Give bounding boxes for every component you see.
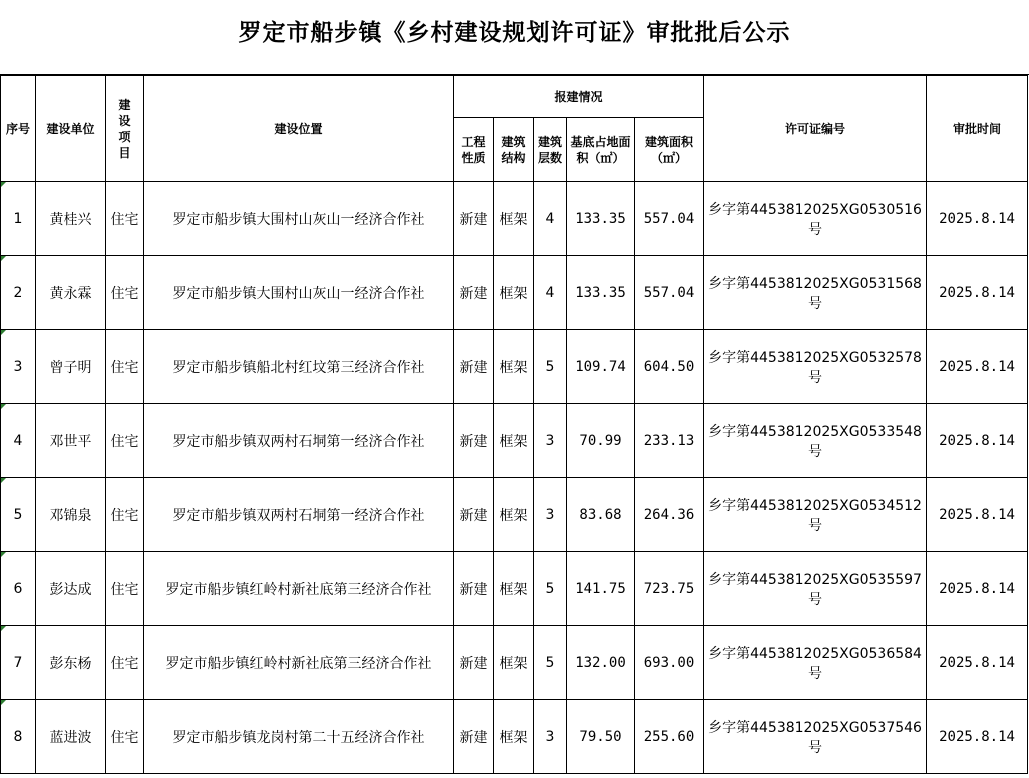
- cell-base-area: [567, 330, 635, 404]
- cell-nature: [454, 626, 494, 700]
- cell-base-area-text: 133.35: [575, 284, 626, 301]
- cell-marker-icon: [1, 256, 6, 261]
- header-floors: 建筑层数: [534, 118, 567, 182]
- cell-floor-area: [635, 700, 704, 774]
- cell-marker-icon: [1, 700, 6, 705]
- cell-base-area-text: 132.00: [575, 654, 626, 671]
- cell-structure-text: 框架: [499, 655, 528, 672]
- cell-date-text: 2025.8.14: [939, 654, 1015, 671]
- cell-seq: [1, 256, 36, 330]
- cell-seq-text: 7: [13, 654, 23, 671]
- header-report: 报建情况: [454, 76, 704, 118]
- cell-floor-area: [635, 256, 704, 330]
- cell-seq-text: 6: [13, 580, 23, 597]
- cell-nature: [454, 330, 494, 404]
- cell-nature-text: 新建: [459, 655, 488, 672]
- cell-nature-text: 新建: [459, 285, 488, 302]
- cell-unit: [36, 256, 106, 330]
- cell-location-text: 罗定市船步镇双两村石垌第一经济合作社: [172, 507, 425, 524]
- header-nature: 工程性质: [454, 118, 494, 182]
- cell-structure: [494, 626, 534, 700]
- cell-nature-text: 新建: [459, 433, 488, 450]
- cell-license-text: 乡字第4453812025XG0536584号: [708, 645, 922, 682]
- cell-license: [704, 256, 927, 330]
- cell-location: [144, 478, 454, 552]
- cell-structure: [494, 256, 534, 330]
- cell-floor-area: [635, 330, 704, 404]
- header-row-1: [1, 76, 1028, 118]
- cell-project-text: 住宅: [110, 581, 139, 598]
- cell-location-text: 罗定市船步镇大围村山灰山一经济合作社: [172, 211, 425, 228]
- cell-date-text: 2025.8.14: [939, 580, 1015, 597]
- cell-floor-area: [635, 404, 704, 478]
- cell-floors: [534, 182, 567, 256]
- header-unit: 建设单位: [36, 76, 106, 182]
- cell-project: [106, 552, 144, 626]
- cell-date-text: 2025.8.14: [939, 728, 1015, 745]
- cell-seq-text: 5: [13, 506, 23, 523]
- cell-seq: [1, 478, 36, 552]
- cell-nature-text: 新建: [459, 359, 488, 376]
- cell-floor-area-text: 264.36: [643, 506, 695, 523]
- cell-floor-area: [635, 182, 704, 256]
- cell-base-area-text: 141.75: [575, 580, 626, 597]
- cell-structure: [494, 182, 534, 256]
- cell-project-text: 住宅: [110, 507, 139, 524]
- cell-location-text: 罗定市船步镇红岭村新社底第三经济合作社: [165, 581, 432, 598]
- cell-seq-text: 2: [13, 284, 23, 301]
- cell-location: [144, 552, 454, 626]
- cell-license: [704, 404, 927, 478]
- cell-floors: [534, 478, 567, 552]
- cell-structure-text: 框架: [499, 581, 528, 598]
- cell-structure-text: 框架: [499, 729, 528, 746]
- cell-marker-icon: [1, 478, 6, 483]
- cell-license-text: 乡字第4453812025XG0535597号: [708, 571, 922, 608]
- cell-marker-icon: [1, 626, 6, 631]
- cell-project-text: 住宅: [110, 359, 139, 376]
- cell-license-text: 乡字第4453812025XG0532578号: [708, 349, 922, 386]
- cell-location-text: 罗定市船步镇红岭村新社底第三经济合作社: [165, 655, 432, 672]
- cell-unit-text: 曾子明: [49, 359, 92, 376]
- cell-unit: [36, 626, 106, 700]
- cell-structure-text: 框架: [499, 211, 528, 228]
- cell-unit: [36, 330, 106, 404]
- cell-nature: [454, 700, 494, 774]
- header-structure: 建筑结构: [494, 118, 534, 182]
- cell-structure: [494, 700, 534, 774]
- header-seq: 序号: [1, 76, 36, 182]
- cell-date: [927, 404, 1028, 478]
- cell-floors-text: 4: [545, 210, 555, 227]
- cell-license-text: 乡字第4453812025XG0533548号: [708, 423, 922, 460]
- cell-license: [704, 700, 927, 774]
- cell-date-text: 2025.8.14: [939, 210, 1015, 227]
- cell-date: [927, 256, 1028, 330]
- cell-date: [927, 552, 1028, 626]
- cell-base-area-text: 79.50: [579, 728, 622, 745]
- cell-base-area: [567, 626, 635, 700]
- cell-base-area-text: 133.35: [575, 210, 626, 227]
- cell-nature-text: 新建: [459, 507, 488, 524]
- cell-unit: [36, 552, 106, 626]
- cell-unit-text: 黄桂兴: [49, 211, 92, 228]
- cell-license-text: 乡字第4453812025XG0537546号: [708, 719, 922, 756]
- cell-floors: [534, 256, 567, 330]
- cell-license: [704, 626, 927, 700]
- cell-base-area-text: 109.74: [575, 358, 626, 375]
- cell-date-text: 2025.8.14: [939, 358, 1015, 375]
- cell-license-text: 乡字第4453812025XG0531568号: [708, 275, 922, 312]
- cell-floor-area: [635, 478, 704, 552]
- cell-unit-text: 黄永霖: [49, 285, 92, 302]
- cell-base-area: [567, 182, 635, 256]
- cell-nature-text: 新建: [459, 729, 488, 746]
- cell-license: [704, 478, 927, 552]
- cell-project: [106, 478, 144, 552]
- cell-license: [704, 330, 927, 404]
- cell-project: [106, 700, 144, 774]
- cell-structure: [494, 478, 534, 552]
- header-location: 建设位置: [144, 76, 454, 182]
- cell-project: [106, 626, 144, 700]
- cell-floors: [534, 700, 567, 774]
- cell-seq-text: 8: [13, 728, 23, 745]
- cell-nature-text: 新建: [459, 211, 488, 228]
- cell-location-text: 罗定市船步镇龙岗村第二十五经济合作社: [172, 729, 425, 746]
- cell-base-area-text: 70.99: [579, 432, 622, 449]
- cell-floors: [534, 404, 567, 478]
- cell-date: [927, 182, 1028, 256]
- table-row: [1, 256, 1028, 330]
- header-base-area: 基底占地面积（㎡）: [567, 118, 635, 182]
- cell-floors-text: 4: [545, 284, 555, 301]
- cell-structure: [494, 330, 534, 404]
- cell-floors: [534, 626, 567, 700]
- cell-nature: [454, 256, 494, 330]
- cell-location: [144, 626, 454, 700]
- cell-floor-area-text: 693.00: [643, 654, 695, 671]
- cell-location: [144, 256, 454, 330]
- cell-structure-text: 框架: [499, 433, 528, 450]
- cell-project: [106, 182, 144, 256]
- cell-floor-area-text: 723.75: [643, 580, 695, 597]
- table-row: [1, 626, 1028, 700]
- header-license: 许可证编号: [704, 76, 927, 182]
- cell-seq-text: 3: [13, 358, 23, 375]
- cell-unit-text: 彭达成: [49, 581, 92, 598]
- table-row: [1, 700, 1028, 774]
- cell-license-text: 乡字第4453812025XG0530516号: [708, 201, 922, 238]
- cell-seq: [1, 552, 36, 626]
- cell-project-text: 住宅: [110, 655, 139, 672]
- cell-floors-text: 5: [545, 580, 555, 597]
- cell-unit: [36, 404, 106, 478]
- cell-unit-text: 彭东杨: [49, 655, 92, 672]
- cell-floors-text: 3: [545, 506, 555, 523]
- cell-location: [144, 700, 454, 774]
- table-row: [1, 330, 1028, 404]
- table-row: [1, 552, 1028, 626]
- cell-location: [144, 182, 454, 256]
- cell-license: [704, 182, 927, 256]
- cell-structure-text: 框架: [499, 285, 528, 302]
- cell-project-text: 住宅: [110, 433, 139, 450]
- cell-project: [106, 256, 144, 330]
- cell-floors-text: 3: [545, 432, 555, 449]
- cell-base-area: [567, 700, 635, 774]
- cell-seq: [1, 700, 36, 774]
- cell-floor-area-text: 255.60: [643, 728, 695, 745]
- cell-base-area: [567, 478, 635, 552]
- cell-base-area-text: 83.68: [579, 506, 622, 523]
- cell-structure-text: 框架: [499, 507, 528, 524]
- table-row: [1, 182, 1028, 256]
- cell-marker-icon: [1, 330, 6, 335]
- cell-date: [927, 626, 1028, 700]
- cell-location: [144, 330, 454, 404]
- cell-base-area: [567, 404, 635, 478]
- cell-seq: [1, 626, 36, 700]
- cell-marker-icon: [1, 552, 6, 557]
- cell-location-text: 罗定市船步镇船北村红坟第三经济合作社: [172, 359, 425, 376]
- cell-floors: [534, 330, 567, 404]
- approval-table: [0, 75, 1028, 774]
- cell-project: [106, 404, 144, 478]
- cell-project-text: 住宅: [110, 211, 139, 228]
- cell-floors: [534, 552, 567, 626]
- cell-location-text: 罗定市船步镇双两村石垌第一经济合作社: [172, 433, 425, 450]
- cell-floor-area: [635, 626, 704, 700]
- cell-seq: [1, 330, 36, 404]
- cell-floors-text: 5: [545, 654, 555, 671]
- title-bar: [0, 0, 1029, 75]
- cell-structure: [494, 552, 534, 626]
- cell-floor-area-text: 233.13: [643, 432, 695, 449]
- cell-base-area: [567, 552, 635, 626]
- cell-unit-text: 蓝进波: [49, 729, 92, 746]
- table-row: [1, 404, 1028, 478]
- cell-project: [106, 330, 144, 404]
- cell-date: [927, 478, 1028, 552]
- cell-nature-text: 新建: [459, 581, 488, 598]
- cell-nature: [454, 478, 494, 552]
- cell-seq-text: 1: [13, 210, 23, 227]
- cell-structure-text: 框架: [499, 359, 528, 376]
- cell-location-text: 罗定市船步镇大围村山灰山一经济合作社: [172, 285, 425, 302]
- cell-unit-text: 邓锦泉: [49, 507, 92, 524]
- cell-floor-area: [635, 552, 704, 626]
- cell-unit: [36, 700, 106, 774]
- header-floor-area: 建筑面积（㎡）: [635, 118, 704, 182]
- cell-date-text: 2025.8.14: [939, 506, 1015, 523]
- cell-nature: [454, 552, 494, 626]
- cell-marker-icon: [1, 182, 6, 187]
- cell-floor-area-text: 557.04: [643, 284, 695, 301]
- cell-marker-icon: [1, 404, 6, 409]
- cell-structure: [494, 404, 534, 478]
- cell-seq: [1, 404, 36, 478]
- cell-unit: [36, 182, 106, 256]
- cell-floors-text: 3: [545, 728, 555, 745]
- cell-date: [927, 700, 1028, 774]
- cell-date: [927, 330, 1028, 404]
- cell-nature: [454, 182, 494, 256]
- cell-floors-text: 5: [545, 358, 555, 375]
- cell-floor-area-text: 604.50: [643, 358, 695, 375]
- cell-license-text: 乡字第4453812025XG0534512号: [708, 497, 922, 534]
- cell-license: [704, 552, 927, 626]
- cell-seq-text: 4: [13, 432, 23, 449]
- cell-date-text: 2025.8.14: [939, 284, 1015, 301]
- cell-project-text: 住宅: [110, 729, 139, 746]
- header-project: 建设项目: [106, 76, 144, 182]
- cell-floor-area-text: 557.04: [643, 210, 695, 227]
- cell-project-text: 住宅: [110, 285, 139, 302]
- cell-unit: [36, 478, 106, 552]
- cell-seq: [1, 182, 36, 256]
- cell-unit-text: 邓世平: [49, 433, 92, 450]
- cell-base-area: [567, 256, 635, 330]
- cell-location: [144, 404, 454, 478]
- page-title: 罗定市船步镇《乡村建设规划许可证》审批批后公示: [238, 20, 791, 46]
- header-date: 审批时间: [927, 76, 1028, 182]
- cell-nature: [454, 404, 494, 478]
- table-row: [1, 478, 1028, 552]
- cell-date-text: 2025.8.14: [939, 432, 1015, 449]
